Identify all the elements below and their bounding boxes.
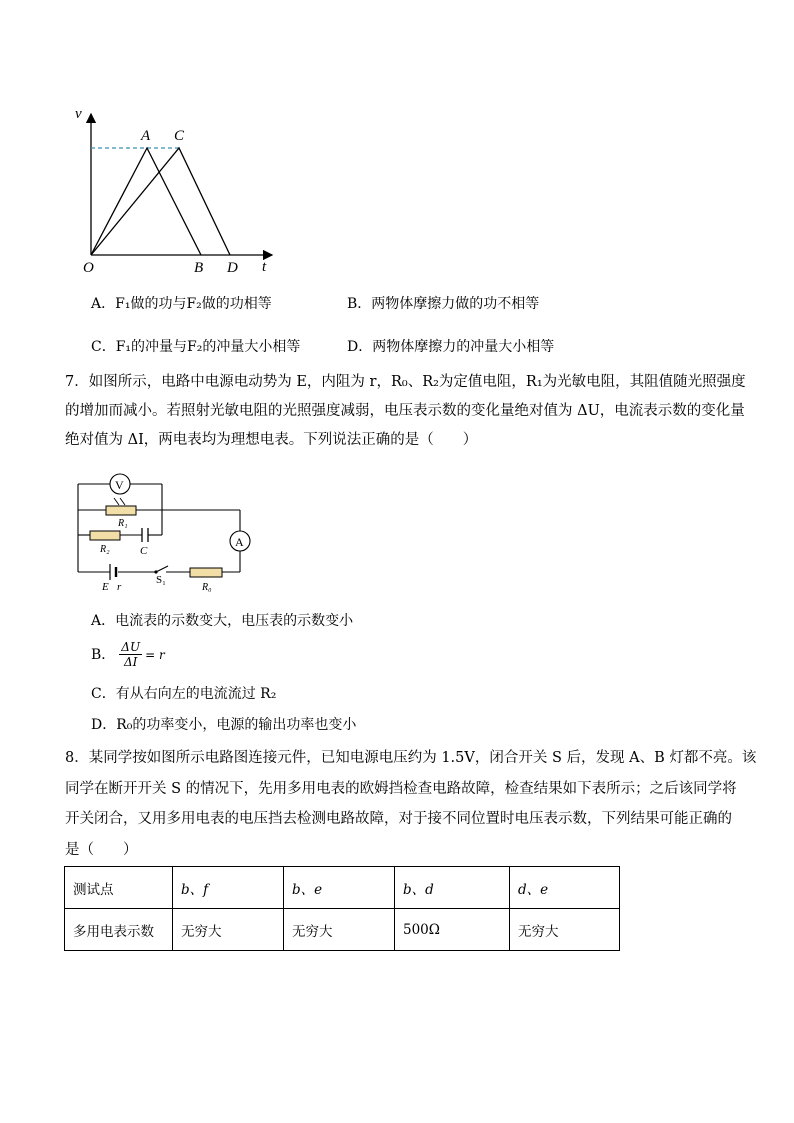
label-O: O: [83, 260, 94, 276]
table-row: [65, 867, 620, 909]
line-OCD: [91, 148, 230, 255]
table-cell: 无穷大: [284, 909, 395, 951]
label-C: C: [174, 128, 185, 144]
q7-stem: [65, 368, 745, 455]
q8-stem-line2: 同学在断开开关 S 的情况下，先用多用电表的欧姆挡检查电路故障，检查结果如下表所示；之后该同学将: [65, 780, 737, 797]
table-cell: 多用电表示数: [65, 909, 173, 951]
r1-label: R₁: [118, 518, 128, 529]
table-row: [65, 909, 620, 951]
q7-option-d: [91, 715, 356, 735]
ammeter-label: A: [235, 535, 244, 549]
switch-label: S₁: [156, 574, 166, 586]
r0-label: R₀: [202, 582, 212, 593]
table-header-cell: b、f: [173, 867, 284, 909]
q6-option-d-letter: D．: [347, 339, 373, 355]
q7-option-b-numerator: ΔU: [121, 640, 141, 654]
q8-stem-line1: 8．某同学按如图所示电路图连接元件，已知电源电压约为 1.5V，闭合开关 S 后，发现 A、B 灯都不亮。该: [65, 750, 757, 766]
source-r-label: r: [117, 581, 122, 593]
table-cell: 500Ω: [395, 909, 510, 951]
q8-stem-line3: 开关闭合，又用多用电表的电压挡去检测电路故障，对于接不同位置时电压表示数，下列结果可能正确的: [65, 811, 732, 827]
table-header-cell: d、e: [510, 867, 620, 909]
q7-option-c-text: 有从右向左的电流流过 R₂: [115, 686, 277, 702]
r0-resistor-icon: [190, 568, 222, 577]
table-header-cell: 测试点: [65, 867, 173, 909]
q6-option-d: [347, 337, 554, 357]
q6-option-d-text: 两物体摩擦力的冲量大小相等: [372, 339, 555, 355]
q6-option-b-text: 两物体摩擦力做的功不相等: [371, 296, 540, 312]
q6-option-b-letter: B．: [347, 296, 372, 312]
light-arrow-icon: [114, 498, 119, 505]
q7-option-a: [91, 611, 353, 631]
r2-label: R₂: [100, 544, 110, 555]
label-A: A: [141, 128, 151, 144]
q7-option-c-letter: C．: [91, 686, 116, 702]
capacitor-label: C: [140, 545, 148, 557]
label-B: B: [194, 260, 204, 276]
label-t: t: [262, 259, 267, 275]
q6-option-c-letter: C．: [91, 339, 116, 355]
q7-option-b-fraction: [119, 640, 142, 669]
q6-option-c-text: F₁的冲量与F₂的冲量大小相等: [115, 339, 301, 355]
q7-option-b-letter: B．: [91, 646, 116, 663]
q7-option-b: [91, 640, 165, 669]
q6-option-a-text: F₁做的功与F₂做的功相等: [115, 296, 272, 312]
voltmeter-label: V: [115, 478, 124, 492]
q7-stem-line3: 绝对值为 ΔI，两电表均为理想电表。下列说法正确的是（ ）: [65, 432, 478, 448]
q7-option-a-text: 电流表的示数变大，电压表的示数变小: [115, 613, 354, 629]
table-header-cell: b、e: [284, 867, 395, 909]
switch-icon: [156, 566, 168, 572]
q8-stem: [65, 743, 757, 865]
q7-circuit-diagram: [70, 468, 260, 596]
q7-option-c: [91, 684, 276, 704]
q7-stem-line2: 的增加而减小。若照射光敏电阻的光照强度减弱，电压表示数的变化量绝对值为 ΔU，电流表示数的变化量: [65, 403, 745, 419]
q6-option-b: [347, 294, 539, 314]
q7-stem-line1: 7．如图所示，电路中电源电动势为 E，内阻为 r，R₀、R₂为定值电阻，R₁为光敏电阻，其阻值随光照强度: [65, 374, 746, 390]
vt-graph: [70, 100, 285, 280]
q7-option-d-letter: D．: [91, 717, 117, 733]
q7-option-b-rhs: = r: [145, 647, 165, 662]
q8-stem-line4: 是（ ）: [65, 841, 138, 858]
line-OAB: [91, 148, 201, 255]
source-e-label: E: [102, 581, 109, 593]
r2-resistor-icon: [90, 531, 120, 540]
light-arrow-icon: [120, 498, 125, 505]
label-v: v: [75, 106, 82, 122]
label-D: D: [227, 260, 238, 276]
q6-option-a-letter: A．: [91, 296, 116, 312]
r1-resistor-icon: [106, 506, 136, 515]
q6-option-a: [91, 294, 272, 314]
q6-option-c: [91, 337, 300, 357]
q7-option-a-letter: A．: [91, 613, 116, 629]
q8-test-table: [64, 866, 620, 951]
q7-option-b-denominator: ΔI: [123, 655, 138, 669]
table-cell: 无穷大: [173, 909, 284, 951]
q7-option-d-text: R₀的功率变小，电源的输出功率也变小: [116, 717, 357, 733]
table-header-cell: b、d: [395, 867, 510, 909]
table-cell: 无穷大: [510, 909, 620, 951]
